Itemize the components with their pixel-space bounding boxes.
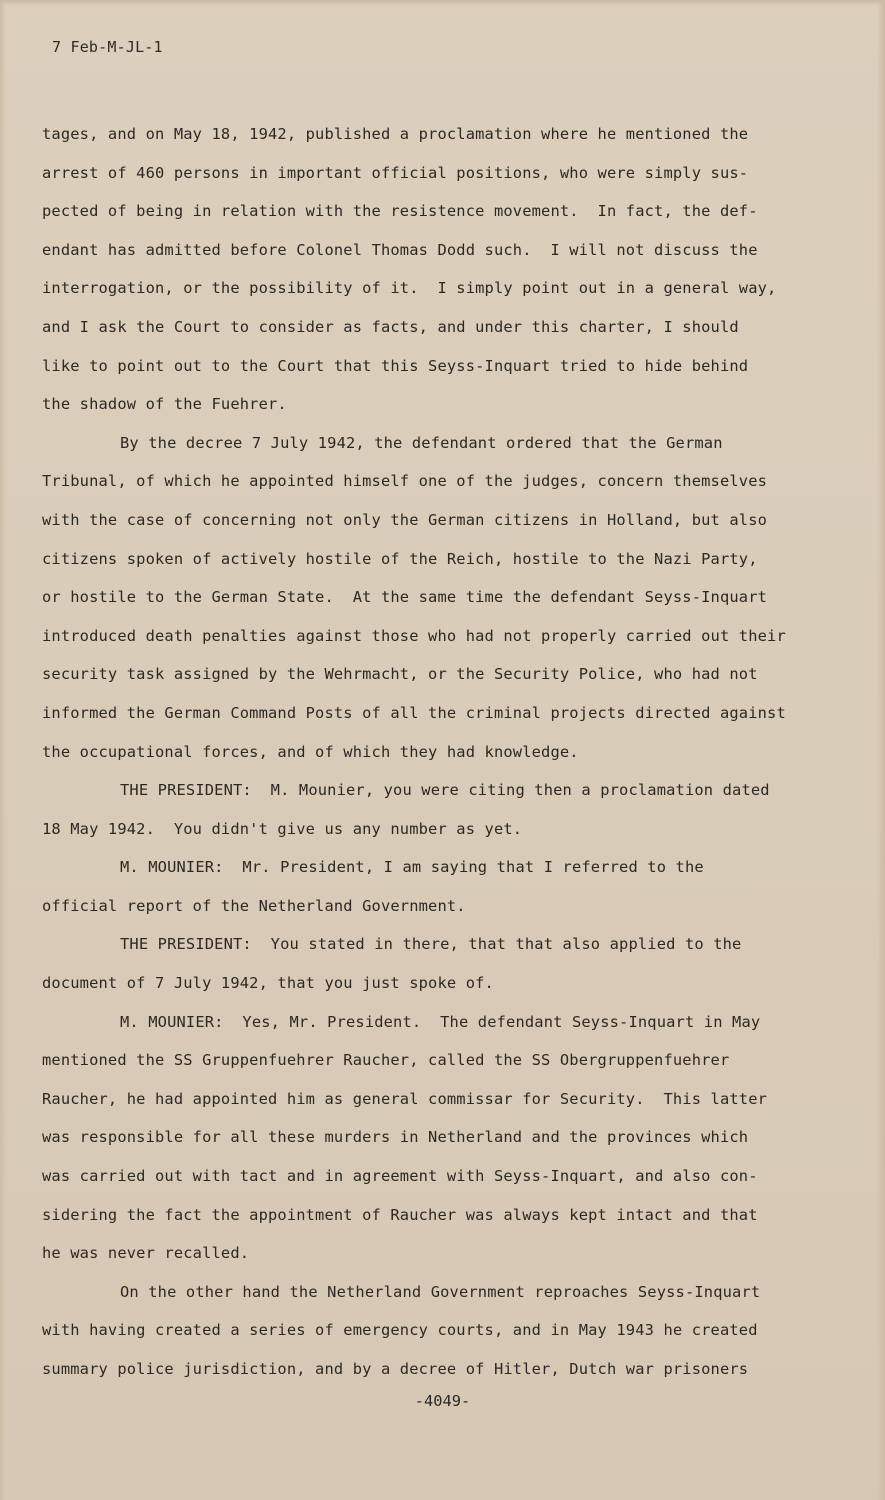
transcript-line: tages, and on May 18, 1942, published a proclamation where he mentioned the [42,125,749,143]
transcript-line: THE PRESIDENT: M. Mounier, you were citing then a proclamation dated [120,781,770,800]
transcript-line: informed the German Command Posts of all the criminal projects directed against [42,703,786,722]
transcript-line: was responsible for all these murders in Netherland and the provinces which [42,1128,749,1147]
transcript-line: document of 7 July 1942, that you just spoke of. [42,974,494,993]
transcript-line: the shadow of the Fuehrer. [42,395,287,414]
transcript-line: was carried out with tact and in agreement with Seyss-Inquart, and also con- [42,1167,758,1186]
transcript-line: M. MOUNIER: Yes, Mr. President. The defendant Seyss-Inquart in May [120,1012,761,1031]
transcript-line: with having created a series of emergency courts, and in May 1943 he created [42,1321,758,1340]
transcript-line: arrest of 460 persons in important official positions, who were simply sus- [42,163,749,182]
transcript-line: By the decree 7 July 1942, the defendant ordered that the German [120,433,723,452]
transcript-line: Tribunal, of which he appointed himself one of the judges, concern themselves [42,472,768,491]
page-edge-shadow [0,0,6,1500]
transcript-line: like to point out to the Court that this Seyss-Inquart tried to hide behind [42,356,749,375]
transcript-line: On the other hand the Netherland Government reproaches Seyss-Inquart [120,1282,761,1301]
page-number: -4049- [414,1392,471,1410]
transcript-line: he was never recalled. [42,1244,250,1263]
transcript-line: Raucher, he had appointed him as general commissar for Security. This latter [42,1089,768,1108]
transcript-line: endant has admitted before Colonel Thomas Dodd such. I will not discuss the [42,240,758,259]
transcript-line: mentioned the SS Gruppenfuehrer Raucher, called the SS Obergruppenfuehrer [42,1051,730,1070]
page-edge-shadow [0,0,885,6]
transcript-line: citizens spoken of actively hostile of the Reich, hostile to the Nazi Party, [42,549,758,568]
transcript-line: introduced death penalties against those who had not properly carried out their [42,626,786,645]
transcript-line: summary police jurisdiction, and by a decree of Hitler, Dutch war prisoners [42,1360,749,1378]
transcript-line: and I ask the Court to consider as facts, and under this charter, I should [42,317,739,336]
transcript-line: M. MOUNIER: Mr. President, I am saying that I referred to the [120,858,704,877]
transcript-line: interrogation, or the possibility of it. I simply point out in a general way, [42,279,777,298]
transcript-line: pected of being in relation with the resistence movement. In fact, the def- [42,202,758,221]
transcript-line: with the case of concerning not only the German citizens in Holland, but also [42,510,768,529]
page-edge-shadow [877,0,885,1500]
transcript-line: or hostile to the German State. At the same time the defendant Seyss-Inquart [42,588,768,607]
transcript-line: security task assigned by the Wehrmacht, or the Security Police, who had not [42,665,758,684]
header-code: 7 Feb-M-JL-1 [52,38,163,56]
transcript-line: sidering the fact the appointment of Raucher was always kept intact and that [42,1205,758,1224]
transcript-line: THE PRESIDENT: You stated in there, that that also applied to the [120,935,742,954]
transcript-line: 18 May 1942. You didn't give us any number as yet. [42,819,523,838]
typed-transcript-body [42,115,812,1389]
transcript-line: the occupational forces, and of which they had knowledge. [42,742,579,761]
transcript-line: official report of the Netherland Government. [42,896,466,915]
